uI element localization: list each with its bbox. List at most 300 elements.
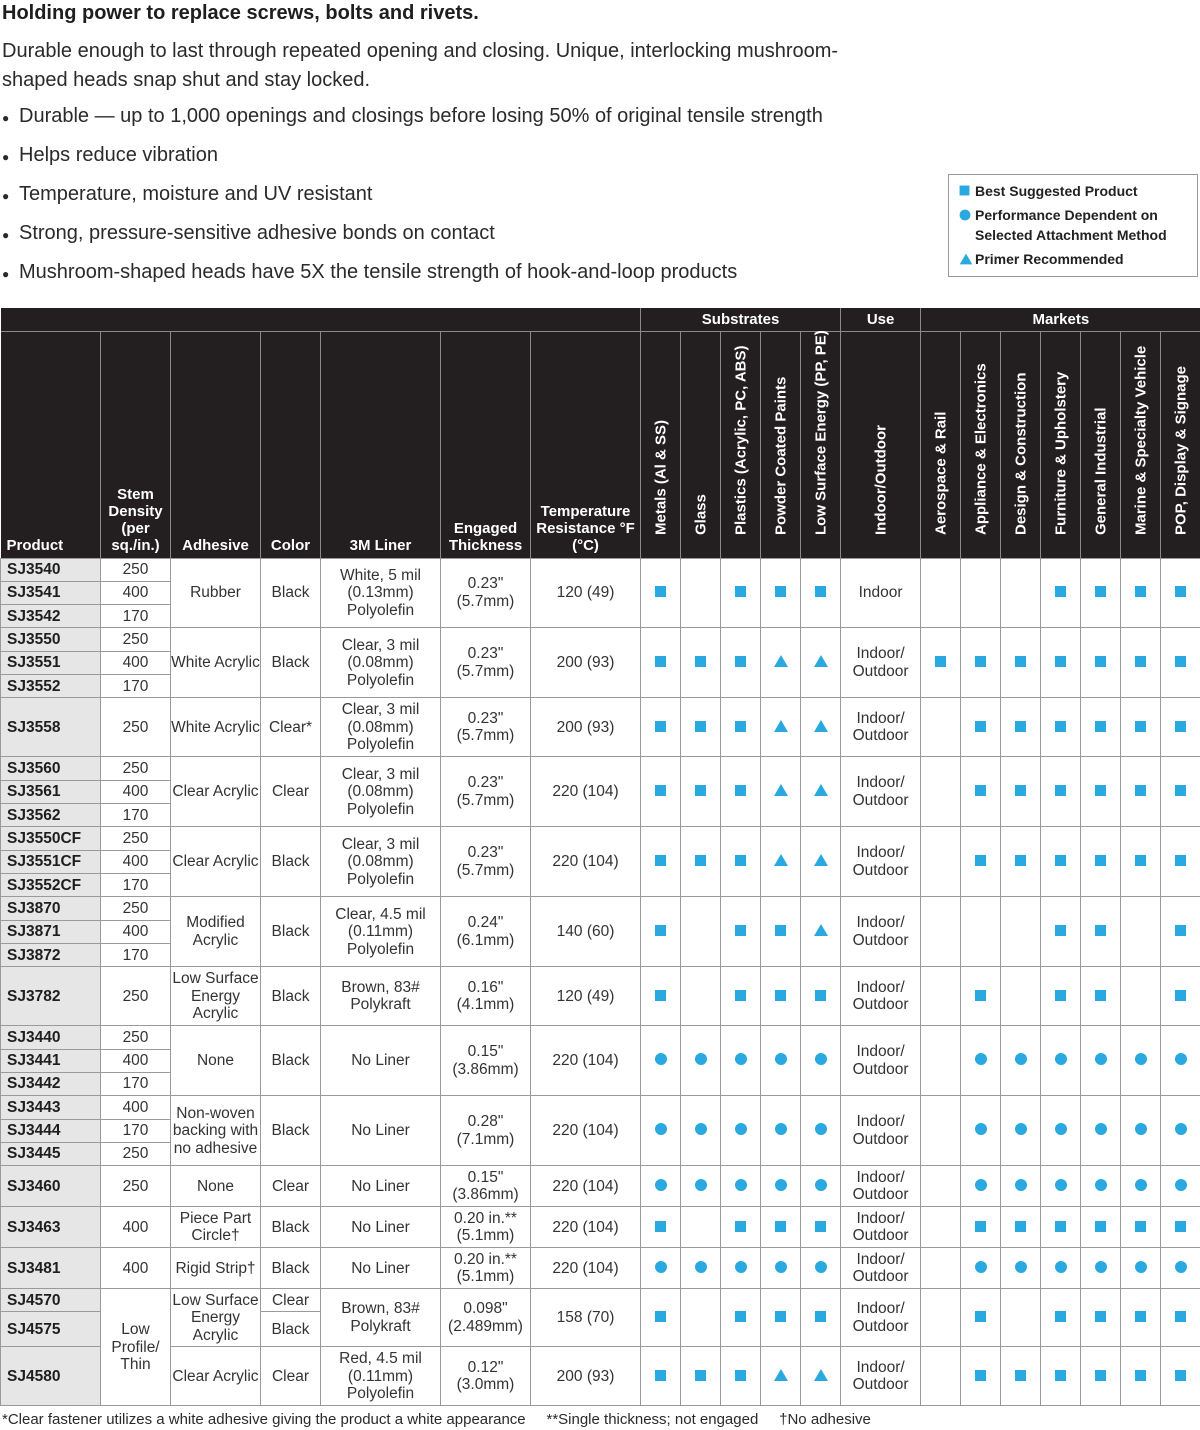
stem-density: 170 <box>101 804 171 827</box>
substrate-cell <box>721 628 761 698</box>
footnote: *Clear fastener utilizes a white adhesive giving the product a white appearance **Single thickness; not engaged †No adhesive <box>2 1411 871 1428</box>
circle-icon <box>1055 1261 1067 1273</box>
market-cell <box>1121 1026 1161 1096</box>
square-icon <box>655 855 666 866</box>
circle-icon <box>1175 1123 1187 1135</box>
market-cell <box>1041 1289 1081 1347</box>
square-icon <box>1095 855 1106 866</box>
substrate-cell <box>681 1289 721 1347</box>
market-cell <box>921 827 961 897</box>
square-icon <box>975 1221 986 1232</box>
stem-density: 250 <box>101 698 171 757</box>
square-icon <box>695 656 706 667</box>
adhesive: White Acrylic <box>171 698 261 757</box>
square-icon <box>655 721 666 732</box>
substrate-cell <box>641 1026 681 1096</box>
header-market <box>961 331 1001 558</box>
group-substrates: Substrates <box>641 308 841 331</box>
market-cell <box>1001 1289 1041 1347</box>
market-cell <box>1081 757 1121 827</box>
market-cell <box>1041 628 1081 698</box>
color: Black <box>261 827 321 897</box>
adhesive: Modified Acrylic <box>171 897 261 967</box>
adhesive: Non-woven backing with no adhesive <box>171 1096 261 1166</box>
circle-icon <box>815 1261 827 1273</box>
market-cell <box>1041 698 1081 757</box>
thickness: 0.24" (6.1mm) <box>441 897 531 967</box>
triangle-icon <box>814 720 828 732</box>
color: Black <box>261 1207 321 1248</box>
circle-icon <box>1015 1053 1027 1065</box>
circle-icon <box>655 1261 667 1273</box>
square-icon <box>975 721 986 732</box>
market-cell <box>1161 1347 1200 1406</box>
market-cell <box>1041 757 1081 827</box>
substrate-cell <box>721 1289 761 1347</box>
substrate-cell <box>681 1248 721 1289</box>
square-icon <box>1175 586 1186 597</box>
color: Clear <box>261 757 321 827</box>
square-icon <box>735 721 746 732</box>
bullet-text: Mushroom-shaped heads have 5X the tensile strength of hook-and-loop products <box>19 261 738 283</box>
square-icon <box>975 855 986 866</box>
market-cell <box>1041 827 1081 897</box>
market-cell <box>1001 967 1041 1026</box>
temperature: 200 (93) <box>531 698 641 757</box>
description: Durable enough to last through repeated opening and closing. Unique, interlocking mushroom-shaped heads snap shut and stay locked. <box>2 40 839 91</box>
market-cell <box>961 1026 1001 1096</box>
header-market <box>1041 331 1081 558</box>
temperature: 220 (104) <box>531 1096 641 1166</box>
thickness: 0.23" (5.7mm) <box>441 827 531 897</box>
square-icon <box>975 1311 986 1322</box>
market-cell <box>1081 558 1121 628</box>
use: Indoor/ Outdoor <box>841 827 921 897</box>
table-row <box>1 967 1200 1026</box>
stem-density: 400 <box>101 850 171 873</box>
substrate-cell <box>641 628 681 698</box>
product-code: SJ3463 <box>1 1207 101 1248</box>
product-code: SJ3540 <box>1 558 101 581</box>
use: Indoor/ Outdoor <box>841 1166 921 1207</box>
market-cell <box>921 1207 961 1248</box>
thickness: 0.12" (3.0mm) <box>441 1347 531 1406</box>
market-cell <box>1041 967 1081 1026</box>
column-header-row <box>1 331 1200 558</box>
market-cell <box>961 897 1001 967</box>
substrate-cell <box>721 1026 761 1096</box>
header-adhesive: Adhesive <box>171 331 261 558</box>
circle-icon <box>975 1261 987 1273</box>
market-cell <box>921 1248 961 1289</box>
substrate-cell <box>801 757 841 827</box>
market-cell <box>961 1248 1001 1289</box>
substrate-cell <box>761 1166 801 1207</box>
circle-icon <box>1135 1123 1147 1135</box>
header-substrate <box>801 331 841 558</box>
circle-icon <box>1135 1053 1147 1065</box>
market-cell <box>1041 1166 1081 1207</box>
stem-density: 250 <box>101 1166 171 1207</box>
square-icon <box>1135 656 1146 667</box>
stem-density: 170 <box>101 1073 171 1096</box>
substrate-cell <box>641 1248 681 1289</box>
square-icon <box>735 855 746 866</box>
substrate-cell <box>761 698 801 757</box>
square-icon <box>735 586 746 597</box>
square-icon <box>655 990 666 1001</box>
square-icon <box>1095 990 1106 1001</box>
header-temperature: Temperature Resistance °F (°C) <box>531 331 641 558</box>
adhesive: Piece Part Circle† <box>171 1207 261 1248</box>
header-substrate-label: Plastics (Acrylic, PC, ABS) <box>732 344 750 535</box>
market-cell <box>1121 967 1161 1026</box>
header-substrate-label: Glass <box>692 493 710 535</box>
adhesive: Clear Acrylic <box>171 827 261 897</box>
header-substrate-label: Powder Coated Paints <box>772 376 790 535</box>
product-code: SJ3442 <box>1 1073 101 1096</box>
square-icon <box>1055 855 1066 866</box>
adhesive: Clear Acrylic <box>171 1347 261 1406</box>
market-cell <box>1001 558 1041 628</box>
square-icon <box>1015 855 1026 866</box>
square-icon <box>1015 721 1026 732</box>
square-icon <box>1055 586 1066 597</box>
square-icon <box>1095 785 1106 796</box>
square-icon <box>815 1311 826 1322</box>
adhesive: Clear Acrylic <box>171 757 261 827</box>
circle-icon <box>775 1053 787 1065</box>
stem-density: 400 <box>101 581 171 604</box>
market-cell <box>1001 1248 1041 1289</box>
stem-density: 250 <box>101 827 171 850</box>
temperature: 200 (93) <box>531 628 641 698</box>
circle-icon <box>695 1179 707 1191</box>
product-code: SJ4580 <box>1 1347 101 1406</box>
substrate-cell <box>761 827 801 897</box>
square-icon <box>1055 925 1066 936</box>
temperature: 200 (93) <box>531 1347 641 1406</box>
header-market-label: Design & Construction <box>1012 371 1030 535</box>
product-code: SJ3552 <box>1 675 101 698</box>
liner: No Liner <box>321 1026 441 1096</box>
substrate-cell <box>681 628 721 698</box>
substrate-cell <box>761 1096 801 1166</box>
market-cell <box>1001 1207 1041 1248</box>
square-icon <box>815 990 826 1001</box>
market-cell <box>1121 1248 1161 1289</box>
square-icon <box>1055 1311 1066 1322</box>
triangle-icon <box>774 784 788 796</box>
square-icon <box>1175 855 1186 866</box>
square-icon <box>1135 721 1146 732</box>
liner: No Liner <box>321 1096 441 1166</box>
market-cell <box>1121 1166 1161 1207</box>
market-cell <box>1161 698 1200 757</box>
feature-bullet <box>2 100 823 139</box>
circle-icon <box>1055 1053 1067 1065</box>
liner: No Liner <box>321 1248 441 1289</box>
market-cell <box>1161 1166 1200 1207</box>
circle-icon <box>975 1053 987 1065</box>
group-use: Use <box>841 308 921 331</box>
product-code: SJ3550 <box>1 628 101 651</box>
market-cell <box>961 558 1001 628</box>
substrate-cell <box>641 558 681 628</box>
substrate-cell <box>641 967 681 1026</box>
circle-icon <box>655 1053 667 1065</box>
square-icon <box>735 785 746 796</box>
temperature: 220 (104) <box>531 1248 641 1289</box>
market-cell <box>1081 1248 1121 1289</box>
substrate-cell <box>801 967 841 1026</box>
circle-icon <box>1055 1123 1067 1135</box>
square-icon <box>655 1221 666 1232</box>
triangle-icon <box>960 254 973 265</box>
header-market-label: Aerospace & Rail <box>932 411 950 535</box>
circle-icon <box>1015 1179 1027 1191</box>
color: Clear* <box>261 698 321 757</box>
substrate-cell <box>721 897 761 967</box>
header-market <box>1081 331 1121 558</box>
adhesive: Low Surface Energy Acrylic <box>171 967 261 1026</box>
thickness: 0.23" (5.7mm) <box>441 628 531 698</box>
temperature: 220 (104) <box>531 1026 641 1096</box>
bullet-icon: ● <box>2 228 10 242</box>
market-cell <box>1161 558 1200 628</box>
bullet-icon: ● <box>2 267 10 281</box>
use: Indoor <box>841 558 921 628</box>
market-cell <box>1041 1096 1081 1166</box>
adhesive: None <box>171 1166 261 1207</box>
header-substrate-label: Metals (Al & SS) <box>652 419 670 535</box>
substrate-cell <box>681 1347 721 1406</box>
temperature: 220 (104) <box>531 1207 641 1248</box>
circle-icon <box>735 1179 747 1191</box>
liner: Clear, 3 mil (0.08mm) Polyolefin <box>321 757 441 827</box>
use: Indoor/ Outdoor <box>841 698 921 757</box>
market-cell <box>1081 1207 1121 1248</box>
triangle-icon <box>814 655 828 667</box>
square-icon <box>815 1221 826 1232</box>
market-cell <box>1081 967 1121 1026</box>
market-cell <box>1001 698 1041 757</box>
use: Indoor/ Outdoor <box>841 628 921 698</box>
triangle-icon <box>814 784 828 796</box>
color: Clear <box>261 1289 321 1312</box>
substrate-cell <box>801 1026 841 1096</box>
substrate-cell <box>681 1166 721 1207</box>
circle-icon <box>1015 1261 1027 1273</box>
market-cell <box>1121 757 1161 827</box>
circle-icon <box>695 1261 707 1273</box>
substrate-cell <box>721 558 761 628</box>
group-markets: Markets <box>921 308 1200 331</box>
product-code: SJ3872 <box>1 944 101 967</box>
use: Indoor/ Outdoor <box>841 1347 921 1406</box>
circle-icon <box>775 1261 787 1273</box>
market-cell <box>1001 1347 1041 1406</box>
stem-density: 400 <box>101 651 171 674</box>
product-code: SJ3460 <box>1 1166 101 1207</box>
header-market-label: Marine & Specialty Vehicle <box>1132 345 1150 535</box>
market-cell <box>921 1026 961 1096</box>
header-use-label: Indoor/Outdoor <box>872 424 890 535</box>
circle-icon <box>775 1123 787 1135</box>
square-icon <box>735 990 746 1001</box>
square-icon <box>695 785 706 796</box>
liner: Brown, 83# Polykraft <box>321 967 441 1026</box>
market-cell <box>961 757 1001 827</box>
square-icon <box>1015 1221 1026 1232</box>
substrate-cell <box>641 1289 681 1347</box>
product-code: SJ3561 <box>1 780 101 803</box>
square-icon <box>1175 656 1186 667</box>
square-icon <box>1135 586 1146 597</box>
market-cell <box>1161 1026 1200 1096</box>
substrate-cell <box>641 1096 681 1166</box>
product-code: SJ3441 <box>1 1049 101 1072</box>
color: Clear <box>261 1166 321 1207</box>
header-market-label: Furniture & Upholstery <box>1052 371 1070 535</box>
substrate-cell <box>761 558 801 628</box>
stem-density: 400 <box>101 920 171 943</box>
square-icon <box>775 586 786 597</box>
adhesive: Rubber <box>171 558 261 628</box>
header-substrate <box>761 331 801 558</box>
thickness: 0.16" (4.1mm) <box>441 967 531 1026</box>
adhesive: Low Surface Energy Acrylic <box>171 1289 261 1347</box>
use: Indoor/ Outdoor <box>841 1026 921 1096</box>
square-icon <box>960 186 970 196</box>
header-product: Product <box>1 331 101 558</box>
stem-density: 250 <box>101 628 171 651</box>
legend-label: Performance Dependent on Selected Attachment Method <box>975 207 1167 243</box>
temperature: 220 (104) <box>531 1166 641 1207</box>
stem-density: 250 <box>101 1026 171 1049</box>
substrate-cell <box>681 698 721 757</box>
thickness: 0.15" (3.86mm) <box>441 1166 531 1207</box>
product-code: SJ3551CF <box>1 850 101 873</box>
thickness: 0.20 in.** (5.1mm) <box>441 1207 531 1248</box>
circle-icon <box>655 1179 667 1191</box>
market-cell <box>1041 1248 1081 1289</box>
substrate-cell <box>801 1096 841 1166</box>
stem-density: 400 <box>101 1049 171 1072</box>
stem-density: 250 <box>101 1143 171 1166</box>
table-body <box>1 558 1200 1406</box>
temperature: 220 (104) <box>531 827 641 897</box>
header-color: Color <box>261 331 321 558</box>
circle-icon <box>1175 1053 1187 1065</box>
market-cell <box>961 1347 1001 1406</box>
circle-icon <box>695 1123 707 1135</box>
market-cell <box>1081 1289 1121 1347</box>
square-icon <box>1175 990 1186 1001</box>
market-cell <box>1121 698 1161 757</box>
substrate-cell <box>801 1248 841 1289</box>
product-code: SJ3552CF <box>1 874 101 897</box>
market-cell <box>1041 1207 1081 1248</box>
square-icon <box>1055 990 1066 1001</box>
square-icon <box>1055 785 1066 796</box>
substrate-cell <box>721 1096 761 1166</box>
substrate-cell <box>761 897 801 967</box>
substrate-cell <box>761 967 801 1026</box>
square-icon <box>695 721 706 732</box>
header-market <box>1161 331 1200 558</box>
liner: Clear, 3 mil (0.08mm) Polyolefin <box>321 698 441 757</box>
market-cell <box>1001 1166 1041 1207</box>
circle-icon <box>1095 1261 1107 1273</box>
square-icon <box>1175 925 1186 936</box>
circle-icon <box>1095 1053 1107 1065</box>
stem-density: 170 <box>101 1119 171 1142</box>
liner: No Liner <box>321 1207 441 1248</box>
market-cell <box>921 897 961 967</box>
stem-density: 400 <box>101 1248 171 1289</box>
substrate-cell <box>641 827 681 897</box>
header-market <box>921 331 961 558</box>
triangle-icon <box>814 854 828 866</box>
product-code: SJ4570 <box>1 1289 101 1312</box>
adhesive: Rigid Strip† <box>171 1248 261 1289</box>
square-icon <box>655 1370 666 1381</box>
substrate-cell <box>641 757 681 827</box>
header-thickness: Engaged Thickness <box>441 331 531 558</box>
substrate-cell <box>761 1289 801 1347</box>
color: Black <box>261 897 321 967</box>
square-icon <box>1175 1370 1186 1381</box>
market-cell <box>1081 1096 1121 1166</box>
market-cell <box>1161 897 1200 967</box>
square-icon <box>935 656 946 667</box>
circle-icon <box>655 1123 667 1135</box>
square-icon <box>975 990 986 1001</box>
substrate-cell <box>721 698 761 757</box>
square-icon <box>775 1221 786 1232</box>
substrate-cell <box>681 897 721 967</box>
market-cell <box>1001 757 1041 827</box>
bullet-text: Strong, pressure-sensitive adhesive bonds on contact <box>19 222 495 244</box>
thickness: 0.20 in.** (5.1mm) <box>441 1248 531 1289</box>
circle-icon <box>1055 1179 1067 1191</box>
product-code: SJ3871 <box>1 920 101 943</box>
header-market <box>1121 331 1161 558</box>
market-cell <box>1121 1096 1161 1166</box>
substrate-cell <box>721 1248 761 1289</box>
square-icon <box>655 785 666 796</box>
square-icon <box>1135 785 1146 796</box>
market-cell <box>1001 897 1041 967</box>
square-icon <box>1135 1311 1146 1322</box>
stem-density: 170 <box>101 675 171 698</box>
feature-bullet <box>2 217 823 256</box>
liner: Clear, 4.5 mil (0.11mm) Polyolefin <box>321 897 441 967</box>
market-cell <box>921 757 961 827</box>
square-icon <box>1095 925 1106 936</box>
substrate-cell <box>761 1026 801 1096</box>
market-cell <box>1121 897 1161 967</box>
market-cell <box>961 1207 1001 1248</box>
color: Black <box>261 1026 321 1096</box>
square-icon <box>1095 656 1106 667</box>
product-code: SJ3541 <box>1 581 101 604</box>
legend-icon-wrap <box>959 181 975 201</box>
stem-density: 400 <box>101 1096 171 1119</box>
circle-icon <box>735 1053 747 1065</box>
product-code: SJ3558 <box>1 698 101 757</box>
